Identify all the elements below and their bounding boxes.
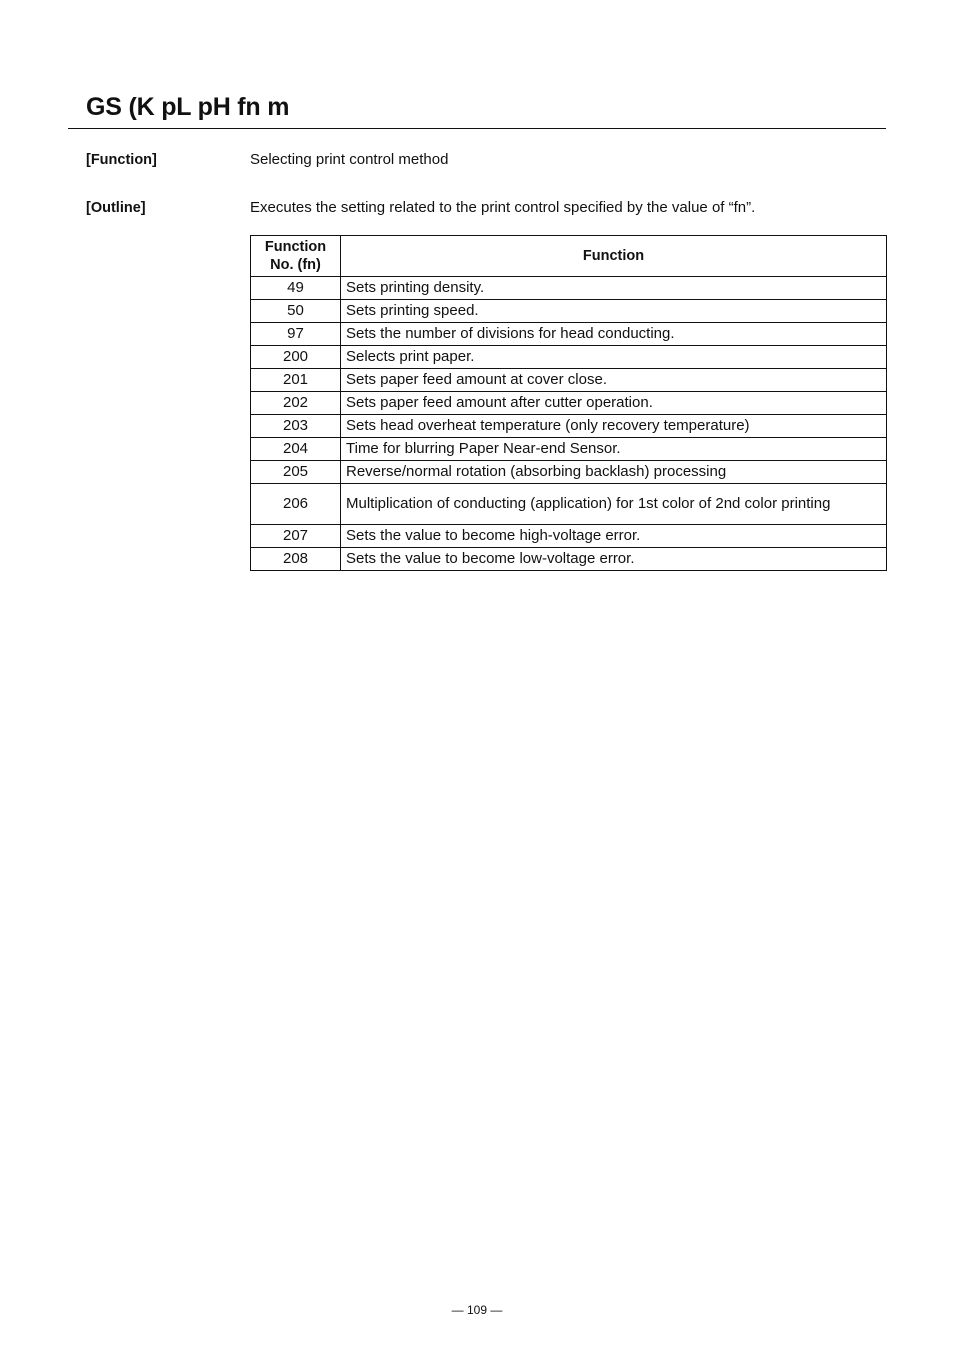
- function-description: Sets head overheat temperature (only recovery temperature): [341, 415, 887, 438]
- function-description: Sets paper feed amount at cover close.: [341, 369, 887, 392]
- function-number: 204: [251, 438, 341, 461]
- function-description: Sets paper feed amount after cutter operation.: [341, 392, 887, 415]
- table-row: [251, 415, 887, 438]
- function-description: Sets the value to become low-voltage error.: [341, 548, 887, 571]
- table-row: [251, 461, 887, 484]
- function-number: 208: [251, 548, 341, 571]
- page-title: GS (K pL pH fn m: [86, 93, 290, 121]
- function-number: 200: [251, 346, 341, 369]
- function-description: Multiplication of conducting (application) for 1st color of 2nd color printing: [341, 484, 887, 525]
- function-number: 207: [251, 525, 341, 548]
- function-label: [Function]: [86, 152, 157, 168]
- function-description: Reverse/normal rotation (absorbing backlash) processing: [341, 461, 887, 484]
- function-number: 50: [251, 300, 341, 323]
- function-number-header: [251, 236, 341, 277]
- table-row: [251, 525, 887, 548]
- function-number: 49: [251, 277, 341, 300]
- function-number-header-line1: Function: [264, 239, 327, 255]
- table-row: [251, 323, 887, 346]
- outline-label: [Outline]: [86, 200, 146, 216]
- table-row: [251, 548, 887, 571]
- page-number: — 109 —: [451, 1303, 503, 1317]
- function-table: [250, 235, 887, 571]
- table-row: [251, 369, 887, 392]
- table-row: [251, 438, 887, 461]
- function-description: Sets printing density.: [341, 277, 887, 300]
- table-row: [251, 346, 887, 369]
- function-number-header-line2: No. (fn): [270, 257, 321, 273]
- function-number: 202: [251, 392, 341, 415]
- function-number: 97: [251, 323, 341, 346]
- outline-text: Executes the setting related to the print control specified by the value of “fn”.: [250, 199, 756, 216]
- function-description: Sets the value to become high-voltage error.: [341, 525, 887, 548]
- function-description: Sets printing speed.: [341, 300, 887, 323]
- title-divider: [68, 128, 886, 129]
- table-row: [251, 300, 887, 323]
- function-description: Selects print paper.: [341, 346, 887, 369]
- function-number: 205: [251, 461, 341, 484]
- function-text: Selecting print control method: [250, 151, 449, 168]
- function-number: 203: [251, 415, 341, 438]
- table-header-row: [251, 236, 887, 277]
- function-description: Time for blurring Paper Near-end Sensor.: [341, 438, 887, 461]
- table-row: [251, 277, 887, 300]
- function-number: 206: [251, 484, 341, 525]
- function-number: 201: [251, 369, 341, 392]
- table-row: [251, 392, 887, 415]
- table-row: [251, 484, 887, 525]
- function-description: Sets the number of divisions for head conducting.: [341, 323, 887, 346]
- function-description-header: Function: [341, 236, 887, 277]
